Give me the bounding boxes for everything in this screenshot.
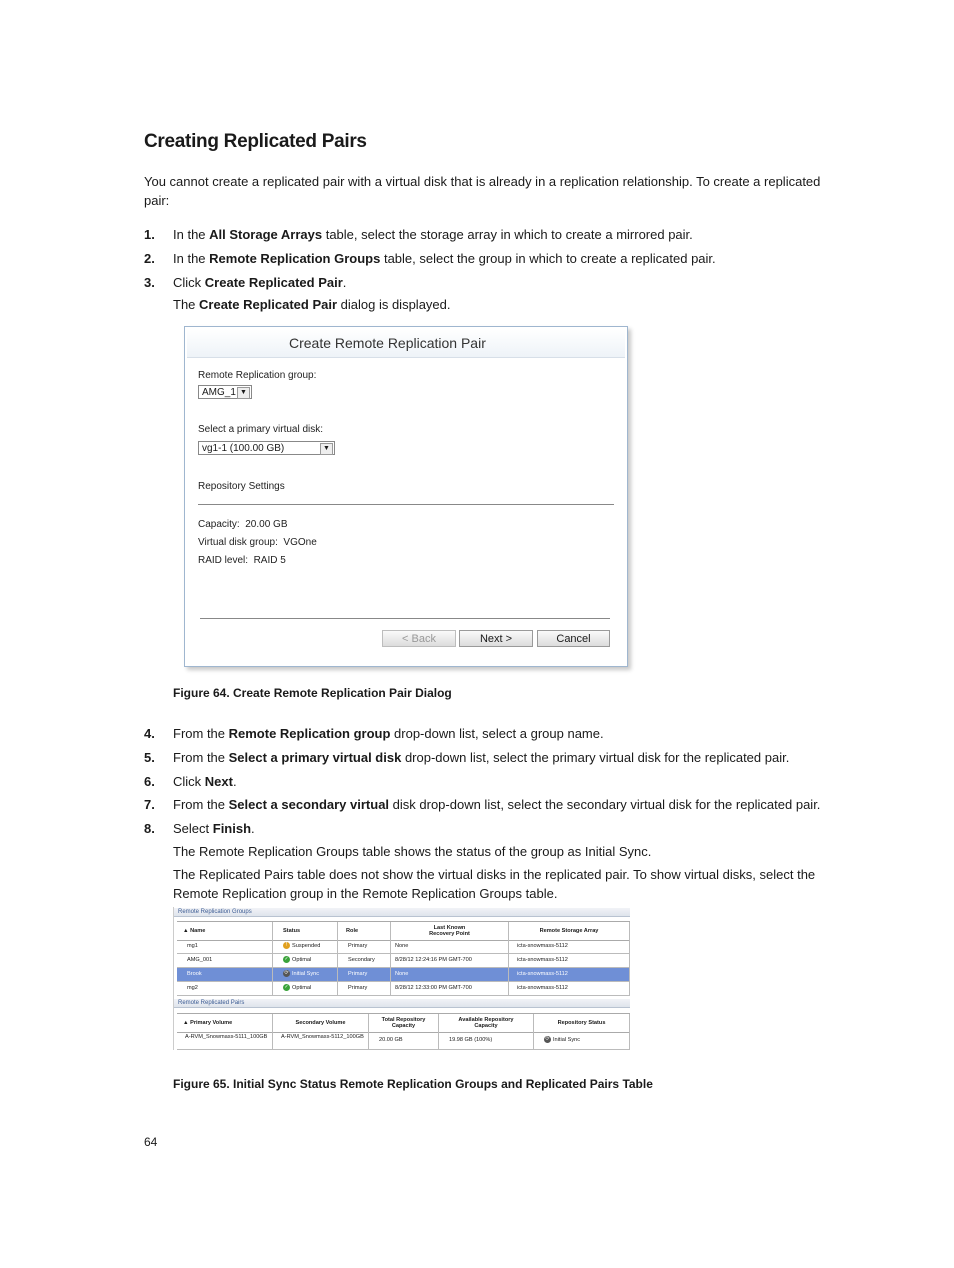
create-remote-replication-pair-dialog <box>184 326 628 667</box>
initial-sync-icon: ⟳ <box>545 1036 550 1043</box>
step-number: 8. <box>144 821 155 836</box>
capacity-value: 20.00 GB <box>245 519 288 530</box>
cell-recovery: 8/28/12 12:33:00 PM GMT-700 <box>391 982 509 995</box>
cell-remote: icta-snowmass-5112 <box>509 940 630 953</box>
primary-disk-select[interactable] <box>198 441 335 455</box>
column-header-repository-status[interactable]: Repository Status <box>534 1014 630 1032</box>
capacity-row <box>198 519 288 530</box>
raid-row <box>198 555 286 566</box>
dialog-title: Create Remote Replication Pair <box>289 335 486 351</box>
step-number: 1. <box>144 227 155 242</box>
cell-name: mg1 <box>177 940 273 953</box>
cell-role: Primary <box>338 940 391 953</box>
cell-remote: icta-snowmass-5112 <box>509 982 630 995</box>
cell-recovery: None <box>391 940 509 953</box>
intro-paragraph: You cannot create a replicated pair with a virtual disk that is already in a replication relationship. To create a replicated pair: <box>144 174 821 208</box>
column-header-name[interactable]: ▲ Name <box>177 922 273 940</box>
column-header-available-capacity[interactable]: Available Repository Capacity <box>439 1014 534 1032</box>
capacity-label: Capacity: <box>198 519 240 530</box>
divider <box>200 618 610 619</box>
group-label: Remote Replication group: <box>198 370 317 381</box>
group-select[interactable] <box>198 385 252 399</box>
chevron-down-icon[interactable]: ▼ <box>320 443 333 455</box>
cell-role: Secondary <box>338 954 391 967</box>
column-header-role[interactable]: Role <box>338 922 391 940</box>
cell-recovery: None <box>391 968 509 981</box>
cell-name: Brook <box>177 968 273 981</box>
pairs-table-header <box>177 1013 630 1033</box>
table-row-selected[interactable] <box>177 968 630 982</box>
cell-status: ✓ Optimal <box>273 982 338 995</box>
optimal-icon: ✓ <box>284 956 289 963</box>
page-number: 64 <box>144 1135 158 1149</box>
group-select-value: AMG_1 <box>202 387 236 398</box>
step-number: 2. <box>144 251 155 266</box>
cell-secondary-volume: A-RVM_Snowmass-5112_100GB <box>273 1032 369 1049</box>
table-row[interactable] <box>177 1032 630 1050</box>
groups-table-title: Remote Replication Groups <box>174 908 630 917</box>
divider <box>198 504 614 505</box>
vdg-value: VGOne <box>283 537 317 548</box>
cell-name: mg2 <box>177 982 273 995</box>
cell-primary-volume: A-RVM_Snowmass-5111_100GB <box>177 1032 273 1049</box>
vdg-label: Virtual disk group: <box>198 537 278 548</box>
step-number: 6. <box>144 774 155 789</box>
column-header-total-capacity[interactable]: Total Repository Capacity <box>369 1014 439 1032</box>
raid-label: RAID level: <box>198 555 249 566</box>
groups-table-header <box>177 921 630 941</box>
dialog-header <box>187 329 625 358</box>
initial-sync-icon: ⟳ <box>284 970 289 977</box>
step-number: 4. <box>144 726 155 741</box>
cell-status: ! Suspended <box>273 940 338 953</box>
step-3-note: The Create Replicated Pair dialog is displayed. <box>173 297 451 312</box>
note-initial-sync: The Remote Replication Groups table shows the status of the group as Initial Sync. <box>173 844 652 859</box>
cell-role: Primary <box>338 982 391 995</box>
primary-disk-select-value: vg1-1 (100.00 GB) <box>202 443 285 454</box>
cell-remote: icta-snowmass-5112 <box>509 954 630 967</box>
repository-settings-label: Repository Settings <box>198 481 285 492</box>
pairs-table-title: Remote Replicated Pairs <box>174 999 630 1008</box>
table-row[interactable] <box>177 982 630 996</box>
column-header-secondary-volume[interactable]: Secondary Volume <box>273 1014 369 1032</box>
page-title: Creating Replicated Pairs <box>144 131 367 152</box>
raid-value: RAID 5 <box>253 555 286 566</box>
next-button[interactable]: Next > <box>459 630 533 647</box>
note-replicated-pairs: The Replicated Pairs table does not show the virtual disks in the replicated pair. To show virtual disks, select the Remote Replication group in the Remote Replication Groups table. <box>173 867 816 901</box>
cancel-button[interactable]: Cancel <box>537 630 610 647</box>
cell-remote: icta-snowmass-5112 <box>509 968 630 981</box>
disk-label: Select a primary virtual disk: <box>198 424 324 435</box>
column-header-status[interactable]: Status <box>273 922 338 940</box>
vdg-row <box>198 537 317 548</box>
step-number: 3. <box>144 275 155 290</box>
figure-65-caption: Figure 65. Initial Sync Status Remote Replication Groups and Replicated Pairs Table <box>173 1077 653 1091</box>
chevron-down-icon[interactable]: ▼ <box>237 387 250 399</box>
cell-role: Primary <box>338 968 391 981</box>
replication-tables-figure <box>173 907 630 1050</box>
suspended-icon: ! <box>283 942 290 949</box>
cell-total-capacity: 20.00 GB <box>369 1032 439 1049</box>
cell-status: ✓ Optimal <box>273 954 338 967</box>
cell-status: ⟳ Initial Sync <box>273 968 338 981</box>
step-number: 5. <box>144 750 155 765</box>
cell-name: AMG_001 <box>177 954 273 967</box>
column-header-primary-volume[interactable]: ▲ Primary Volume <box>177 1014 273 1032</box>
table-row[interactable] <box>177 954 630 968</box>
optimal-icon: ✓ <box>284 984 289 991</box>
step-number: 7. <box>144 797 155 812</box>
cell-available-capacity: 19.98 GB (100%) <box>439 1032 534 1049</box>
figure-64-caption: Figure 64. Create Remote Replication Pair Dialog <box>173 686 452 700</box>
cell-recovery: 8/28/12 12:24:16 PM GMT-700 <box>391 954 509 967</box>
column-header-remote-array[interactable]: Remote Storage Array <box>509 922 630 940</box>
cell-repository-status: ⟳ Initial Sync <box>534 1032 630 1049</box>
table-row[interactable] <box>177 940 630 954</box>
back-button[interactable]: < Back <box>382 630 456 647</box>
column-header-recovery-point[interactable]: Last Known Recovery Point <box>391 922 509 940</box>
